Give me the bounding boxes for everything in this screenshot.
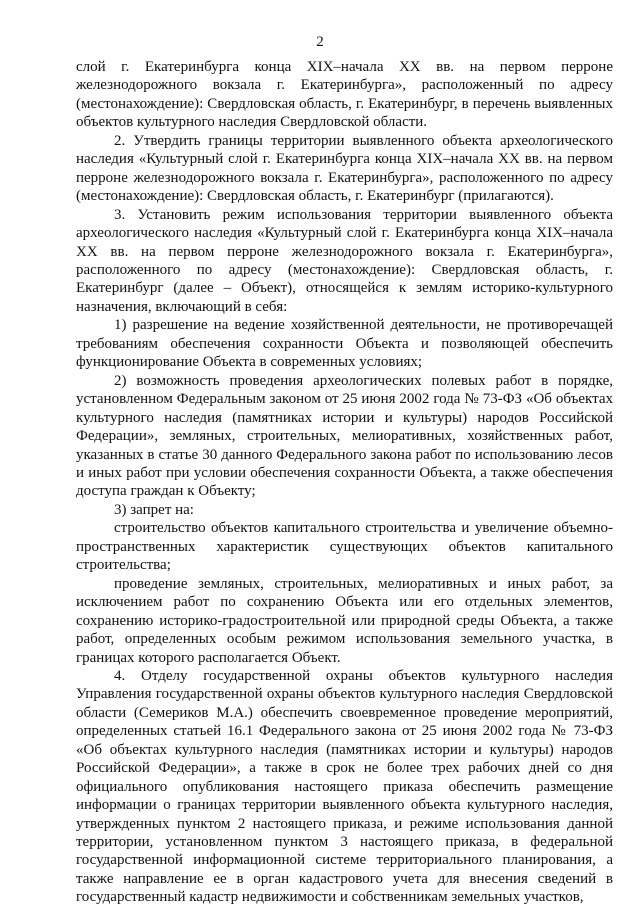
paragraph-subitem-3: 3) запрет на:: [114, 501, 194, 518]
page-number: 2: [316, 34, 324, 50]
paragraph-continuation: слой г. Екатеринбурга конца XIX–начала XX вв. на первом перроне железнодорожного вокзала г. Екатеринбурга», расположенный по адресу (местонахождение): Свердловская область, г. Екатеринбург, в перечень выявленных объектов культурного наследия Свердловской области.: [76, 59, 613, 131]
paragraph-item-2: 2. Утвердить границы территории выявленного объекта археологического наследия «Культурный слой г. Екатеринбурга конца XIX–начала XX вв. на первом перроне железнодорожного вокзала г. Екатеринбурга», расположенного по адресу (местонахождение): Свердловская область, г. Екатеринбург (прилагаются).: [76, 132, 613, 205]
paragraph-subitem-1: 1) разрешение на ведение хозяйственной деятельности, не противоречащей требованиям обеспечения сохранности Объекта и позволяющей обеспечить функционирование Объекта в современных условиях;: [76, 317, 613, 371]
paragraph-item-4: 4. Отделу государственной охраны объектов культурного наследия Управления государственной охраны объектов культурного наследия Свердловской области (Семериков М.А.) обеспечить своевременное проведение мероприятий, определенных статьей 16.1 Федерального закона от 25 июня 2002 года № 73-ФЗ «Об объектах культурного наследия (памятниках истории и культуры) народов Российской Федерации», а также в срок не более трех рабочих дней со дня официального опубликования настоящего приказа обеспечить размещение информации о границах территории выявленного объекта культурного наследия, утвержденных пунктом 2 настоящего приказа, и режиме использования данной территории, установленном пунктом 3 настоящего приказа, в федеральной государственной информационной системе территориального планирования, а также направление ее в орган кадастрового учета для внесения сведений в государственный кадастр недвижимости и собственникам земельных участков,: [76, 667, 613, 906]
document-body: [76, 58, 613, 907]
paragraph-prohibition-works: проведение земляных, строительных, мелиоративных и иных работ, за исключением работ по сохранению Объекта или его отдельных элементов, сохранению историко-градостроительной или природной среды Объекта, а также работ, определенных особым режимом использования земельного участка, в границах которого располагается Объект.: [76, 575, 613, 666]
paragraph-item-3: 3. Установить режим использования территории выявленного объекта археологического наследия «Культурный слой г. Екатеринбурга конца XIX–начала XX вв. на первом перроне железнодорожного вокзала г. Екатеринбурга», расположенного по адресу (местонахождение): Свердловская область, г. Екатеринбург (далее – Объект), относящейся к землям историко-культурного назначения, включающий в себя:: [76, 206, 613, 315]
paragraph-subitem-2: 2) возможность проведения археологических полевых работ в порядке, установленном Федеральным законом от 25 июня 2002 года № 73-ФЗ «Об объектах культурного наследия (памятниках истории и культуры) народов Российской Федерации», земляных, строительных, мелиоративных, хозяйственных работ, указанных в статье 30 данного Федерального закона работ по использованию лесов и иных работ при условии обеспечения сохранности Объекта, а также обеспечения доступа граждан к Объекту;: [76, 372, 613, 500]
paragraph-prohibition-construction: строительство объектов капитального строительства и увеличение объемно-пространственных характеристик существующих объектов капитального строительства;: [76, 520, 613, 574]
